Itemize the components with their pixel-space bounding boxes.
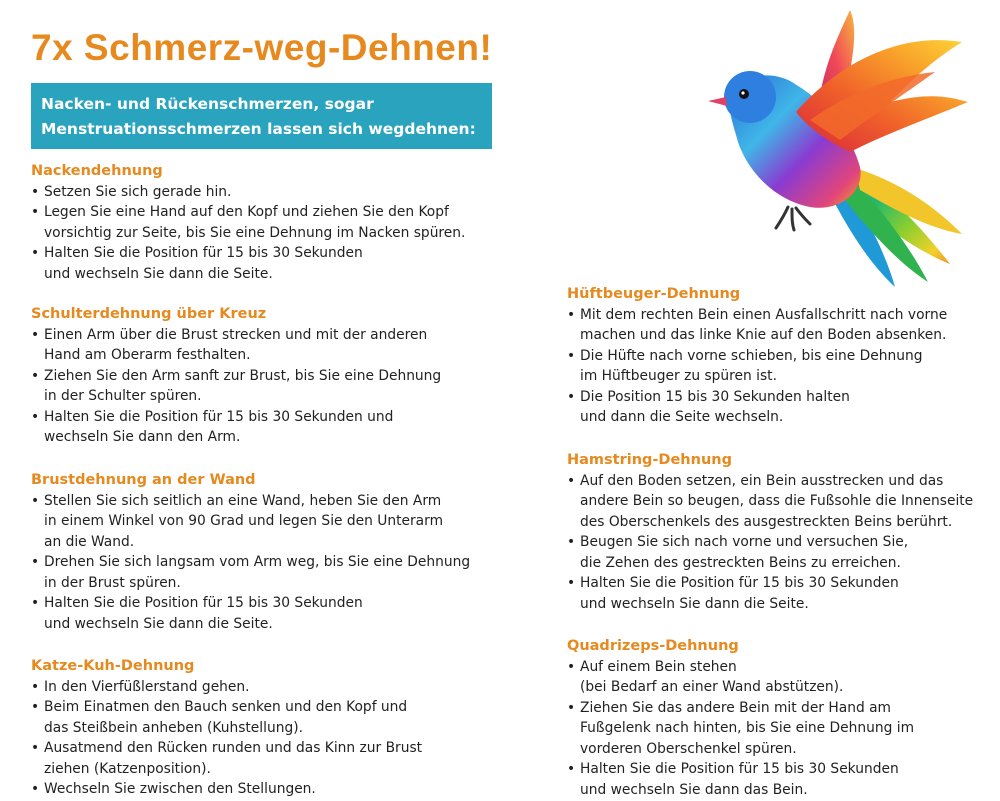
bullet-text: Hand am Oberarm festhalten. [44, 347, 251, 364]
section-heading: Nackendehnung [31, 163, 163, 179]
bullet-text: • Die Hüfte nach vorne schieben, bis eine Dehnung [580, 347, 923, 364]
section-heading: Hüftbeuger-Dehnung [567, 286, 741, 302]
bullet-text: die Zehen des gestreckten Beins zu erreichen. [580, 554, 901, 571]
bullet-text: und wechseln Sie dann die Seite. [44, 265, 273, 282]
bullet-text: an die Wand. [44, 533, 135, 550]
section-heading: Schulterdehnung über Kreuz [31, 306, 267, 322]
bullet-text: • Mit dem rechten Bein einen Ausfallschritt nach vorne [580, 306, 948, 323]
section-hueftbeuger-dehnung [567, 284, 947, 428]
bullet-text: vorsichtig zur Seite, bis Sie eine Dehnung im Nacken spüren. [44, 224, 466, 241]
bullet-text: • Auf den Boden setzen, ein Bein ausstrecken und das [580, 472, 944, 489]
rainbow-bird-illustration [700, 2, 980, 292]
bullet-text: und dann die Seite wechseln. [580, 409, 784, 426]
bullet-text: in der Brust spüren. [44, 574, 181, 591]
bullet-item [567, 346, 947, 387]
section-katze-kuh-dehnung [31, 656, 422, 800]
bullet-text: vorderen Oberschenkel spüren. [580, 740, 797, 757]
section-hamstring-dehnung [567, 450, 973, 615]
bullet-item [567, 532, 973, 573]
bullet-text: • Ausatmend den Rücken runden und das Kinn zur Brust [44, 740, 423, 757]
bullet-item [31, 407, 441, 448]
bullet-item [567, 387, 947, 428]
bullet-item [31, 738, 422, 779]
bullet-item [567, 573, 973, 614]
bullet-item [31, 325, 441, 366]
intro-line: Nacken- und Rückenschmerzen, sogar [41, 95, 374, 113]
page-title: 7x Schmerz-weg-Dehnen! [31, 27, 493, 68]
bullet-text: • Legen Sie eine Hand auf den Kopf und ziehen Sie den Kopf [44, 204, 449, 221]
section-quadrizeps-dehnung [567, 636, 914, 801]
section-heading: Quadrizeps-Dehnung [567, 638, 739, 654]
bullet-text: und wechseln Sie dann das Bein. [580, 782, 808, 799]
bullet-item [567, 698, 914, 760]
bullet-text: • Drehen Sie sich langsam vom Arm weg, bis Sie eine Dehnung [44, 554, 471, 571]
bullet-text: • Wechseln Sie zwischen den Stellungen. [44, 781, 316, 798]
bullet-text: und wechseln Sie dann die Seite. [580, 596, 809, 613]
bullet-item [31, 491, 470, 553]
bullet-item [567, 657, 914, 698]
section-schulterdehnung [31, 304, 441, 448]
bullet-item [31, 243, 465, 284]
bullet-text: • Einen Arm über die Brust strecken und mit der anderen [44, 326, 428, 343]
section-brustdehnung [31, 470, 470, 635]
bullet-text: • Beugen Sie sich nach vorne und versuchen Sie, [580, 534, 909, 551]
bullet-item [567, 759, 914, 800]
bullet-item [31, 697, 422, 738]
bullet-text: • Setzen Sie sich gerade hin. [44, 183, 232, 200]
bullet-text: • Die Position 15 bis 30 Sekunden halten [580, 388, 850, 405]
bullet-text: • Ziehen Sie das andere Bein mit der Hand am [580, 699, 891, 716]
bullet-item [31, 182, 465, 203]
bullet-item [31, 552, 470, 593]
bullet-text: und wechseln Sie dann die Seite. [44, 616, 273, 633]
bullet-text: • Beim Einatmen den Bauch senken und den Kopf und [44, 699, 408, 716]
intro-line: Menstruationsschmerzen lassen sich wegdehnen: [41, 120, 476, 138]
bullet-item [31, 593, 470, 634]
bullet-text: wechseln Sie dann den Arm. [44, 429, 241, 446]
bullet-text: andere Bein so beugen, dass die Fußsohle die Innenseite [580, 493, 974, 510]
bullet-text: in der Schulter spüren. [44, 388, 202, 405]
bullet-text: ziehen (Katzenposition). [44, 760, 211, 777]
bullet-item [31, 202, 465, 243]
bullet-text: das Steißbein anheben (Kuhstellung). [44, 719, 303, 736]
bullet-item [567, 305, 947, 346]
bullet-text: machen und das linke Knie auf den Boden absenken. [580, 327, 947, 344]
bullet-text: • Auf einem Bein stehen [580, 658, 737, 675]
bullet-item [31, 677, 422, 698]
bullet-item [567, 471, 973, 533]
bullet-text: • Halten Sie die Position für 15 bis 30 Sekunden [44, 245, 363, 262]
bullet-item [31, 779, 422, 800]
bullet-text: • Halten Sie die Position für 15 bis 30 Sekunden [580, 575, 899, 592]
bullet-text: • Halten Sie die Position für 15 bis 30 Sekunden [44, 595, 363, 612]
section-heading: Brustdehnung an der Wand [31, 472, 256, 488]
bullet-text: • Stellen Sie sich seitlich an eine Wand, heben Sie den Arm [44, 492, 442, 509]
bullet-text: im Hüftbeuger zu spüren ist. [580, 368, 777, 385]
bullet-text: • In den Vierfüßlerstand gehen. [44, 678, 250, 695]
bullet-text: • Ziehen Sie den Arm sanft zur Brust, bis Sie eine Dehnung [44, 367, 442, 384]
bullet-text: des Oberschenkels des ausgestreckten Beins berührt. [580, 513, 953, 530]
bullet-text: • Halten Sie die Position für 15 bis 30 Sekunden [580, 761, 899, 778]
bullet-text: (bei Bedarf an einer Wand abstützen). [580, 679, 844, 696]
bullet-item [31, 366, 441, 407]
section-nackendehnung [31, 161, 465, 284]
intro-banner [31, 83, 492, 149]
bullet-text: in einem Winkel von 90 Grad und legen Sie den Unterarm [44, 513, 444, 530]
bullet-text: Fußgelenk nach hinten, bis Sie eine Dehnung im [580, 720, 915, 737]
section-heading: Hamstring-Dehnung [567, 452, 732, 468]
section-heading: Katze-Kuh-Dehnung [31, 658, 195, 674]
bullet-text: • Halten Sie die Position für 15 bis 30 Sekunden und [44, 408, 394, 425]
